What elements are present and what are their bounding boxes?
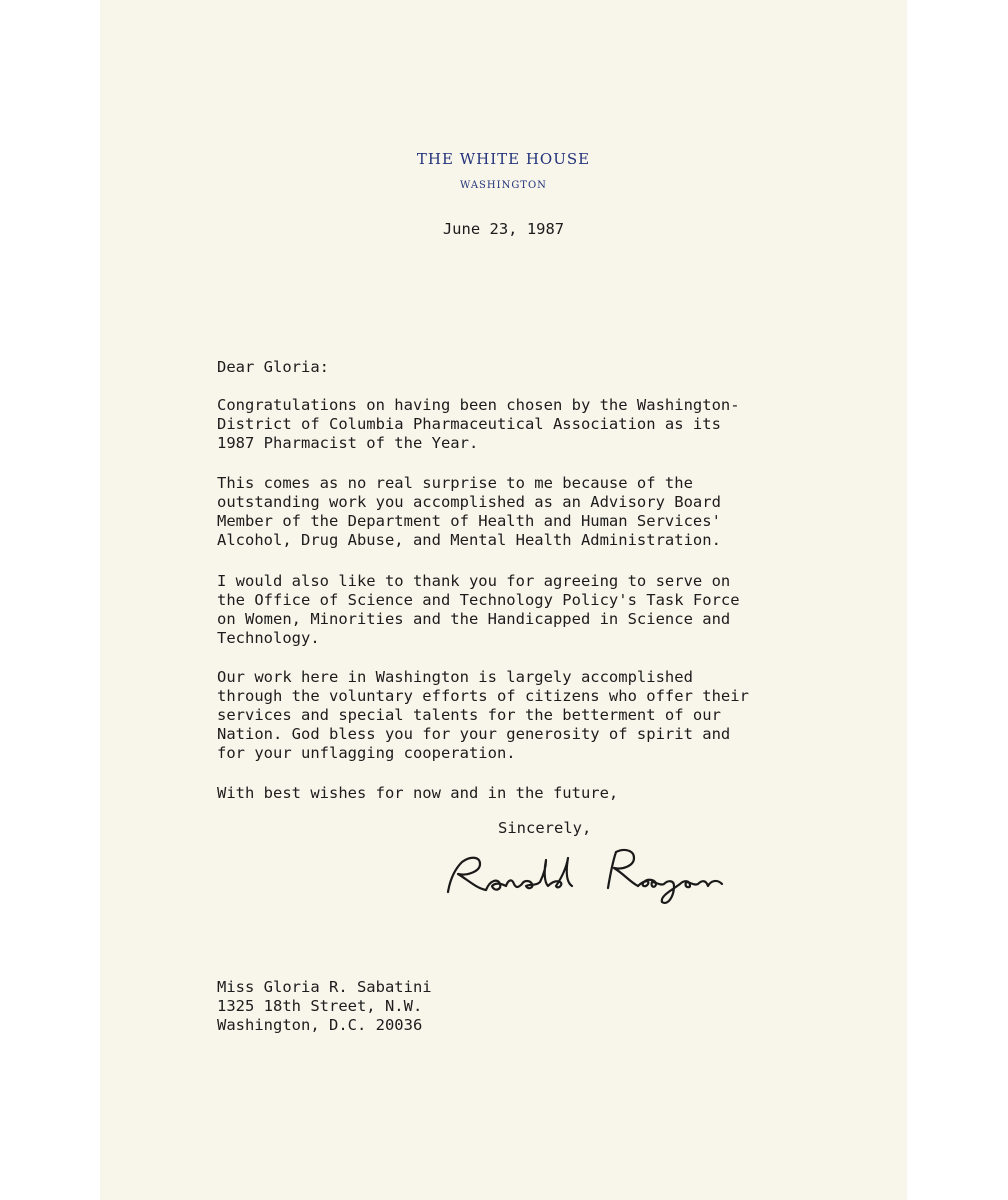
paragraph-line: for your unflagging cooperation. <box>217 744 516 762</box>
paragraph-line: on Women, Minorities and the Handicapped in Science and <box>217 610 731 628</box>
signature-image <box>440 840 740 910</box>
address-line: Miss Gloria R. Sabatini <box>217 978 432 996</box>
salutation: Dear Gloria: <box>217 358 329 376</box>
letterhead-title: THE WHITE HOUSE <box>416 150 591 168</box>
letter-date: June 23, 1987 <box>442 220 565 238</box>
address-line: 1325 18th Street, N.W. <box>217 997 423 1015</box>
body-paragraph-2 <box>217 474 721 550</box>
paragraph-line: through the voluntary efforts of citizens who offer their <box>217 687 749 705</box>
paragraph-line: This comes as no real surprise to me because of the <box>217 474 693 492</box>
letterhead-subtitle: WASHINGTON <box>460 180 547 191</box>
paragraph-line: Nation. God bless you for your generosity of spirit and <box>217 725 731 743</box>
paragraph-line: Alcohol, Drug Abuse, and Mental Health Administration. <box>217 531 721 549</box>
letter-sheet <box>100 0 907 1200</box>
closing: Sincerely, <box>498 819 592 837</box>
paragraph-line: Technology. <box>217 629 320 647</box>
address-line: Washington, D.C. 20036 <box>217 1016 423 1034</box>
body-paragraph-3 <box>217 572 740 648</box>
paragraph-line: 1987 Pharmacist of the Year. <box>217 434 479 452</box>
paragraph-line: Member of the Department of Health and Human Services' <box>217 512 721 530</box>
paragraph-line: District of Columbia Pharmaceutical Association as its <box>217 415 721 433</box>
paragraph-line: I would also like to thank you for agreeing to serve on <box>217 572 731 590</box>
paragraph-line: services and special talents for the betterment of our <box>217 706 721 724</box>
recipient-address <box>217 978 432 1035</box>
paragraph-line: outstanding work you accomplished as an Advisory Board <box>217 493 721 511</box>
paragraph-line: the Office of Science and Technology Policy's Task Force <box>217 591 740 609</box>
body-paragraph-4 <box>217 668 749 763</box>
paragraph-line: Congratulations on having been chosen by the Washington- <box>217 396 740 414</box>
closing-wish: With best wishes for now and in the future, <box>217 784 619 802</box>
body-paragraph-1 <box>217 396 740 453</box>
paragraph-line: Our work here in Washington is largely accomplished <box>217 668 693 686</box>
